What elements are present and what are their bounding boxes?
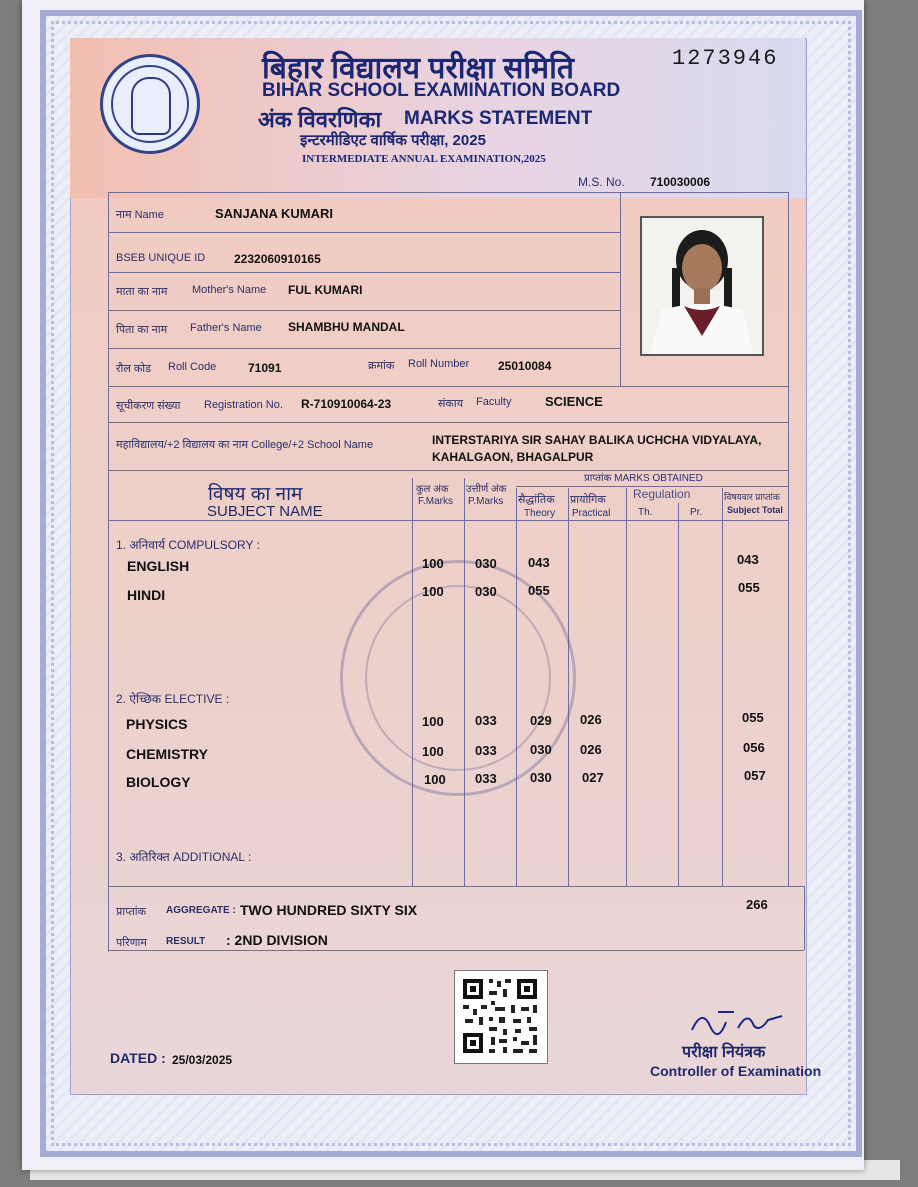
theory-hindi: सैद्धांतिक: [518, 494, 555, 506]
registration-label-hindi: सूचीकरण संख्या: [116, 400, 181, 412]
title-english: MARKS STATEMENT: [404, 108, 593, 129]
theory-marks: 030: [530, 742, 552, 757]
mother-label-hindi: माता का नाम: [116, 286, 168, 298]
practical-hindi: प्रायोगिक: [570, 494, 606, 506]
college-name-line1: INTERSTARIYA SIR SAHAY BALIKA UCHCHA VIDYALAYA,: [432, 433, 762, 447]
controller-title-english: Controller of Examination: [650, 1063, 822, 1079]
aggregate-total: 266: [746, 897, 768, 912]
student-photo: [640, 216, 764, 356]
subject-name: HINDI: [127, 587, 166, 603]
theory-marks: 043: [528, 555, 550, 570]
subject-total-english: Subject Total: [727, 505, 783, 515]
board-name-hindi: बिहार विद्यालय परीक्षा समिति: [262, 52, 574, 85]
title-hindi: अंक विवरणिका: [258, 107, 382, 132]
subject-total: 057: [744, 768, 766, 783]
serial-number: 1273946: [672, 46, 779, 71]
roll-code-label-hindi: रौल कोड: [116, 363, 152, 375]
subject-total: 055: [738, 580, 760, 595]
pass-marks-english: P.Marks: [468, 496, 504, 507]
student-name: SANJANA KUMARI: [215, 206, 333, 221]
practical-marks: 026: [580, 712, 602, 727]
subject-total: 043: [737, 552, 759, 567]
full-marks: 100: [422, 714, 444, 729]
theory-english: Theory: [524, 508, 556, 519]
faculty-value: SCIENCE: [545, 394, 603, 409]
aggregate-label-hindi: प्राप्तांक: [116, 906, 147, 918]
registration-label-english: Registration No.: [204, 399, 283, 411]
subject-name: PHYSICS: [126, 716, 188, 732]
subject-header-hindi: विषय का नाम: [208, 484, 303, 505]
pass-marks: 033: [475, 743, 497, 758]
exam-name-hindi: इन्टरमीडिएट वार्षिक परीक्षा, 2025: [300, 132, 486, 149]
registration-number: R-710910064-23: [301, 397, 392, 411]
exam-name-english: INTERMEDIATE ANNUAL EXAMINATION,2025: [302, 153, 546, 165]
roll-number: 25010084: [498, 359, 552, 373]
roll-number-label-hindi: क्रमांक: [368, 360, 395, 372]
full-marks-hindi: कुल अंक: [416, 484, 449, 495]
full-marks: 100: [422, 584, 444, 599]
college-label: महाविद्यालय/+2 विद्यालय का नाम College/+2 School Name: [116, 439, 374, 451]
section-elective: 2. ऐच्छिक ELECTIVE :: [116, 692, 230, 706]
full-marks: 100: [424, 772, 446, 787]
subject-total: 055: [742, 710, 764, 725]
father-label-hindi: पिता का नाम: [116, 324, 168, 336]
result-label-hindi: परिणाम: [116, 937, 147, 949]
subject-name: CHEMISTRY: [126, 746, 208, 762]
qr-code-icon: [454, 970, 548, 1064]
aggregate-in-words: TWO HUNDRED SIXTY SIX: [240, 902, 418, 918]
pass-marks: 030: [475, 556, 497, 571]
subject-name: ENGLISH: [127, 558, 190, 574]
father-label-english: Father's Name: [190, 322, 262, 334]
board-seal-icon: [100, 54, 200, 154]
pass-marks-hindi: उत्तीर्ण अंक: [466, 484, 507, 495]
marks-obtained-header: प्राप्तांक MARKS OBTAINED: [584, 473, 703, 484]
mother-label-english: Mother's Name: [192, 284, 267, 296]
subject-total-hindi: विषयवार प्राप्तांक: [724, 492, 780, 502]
uid-label: BSEB UNIQUE ID: [116, 252, 206, 264]
result-label-english: RESULT: [166, 936, 206, 947]
uid-value: 2232060910165: [234, 252, 321, 266]
practical-marks: 026: [580, 742, 602, 757]
ms-number: 710030006: [650, 175, 711, 189]
issue-date: 25/03/2025: [172, 1053, 233, 1067]
controller-signature-icon: [688, 1002, 788, 1042]
roll-code-label-english: Roll Code: [168, 361, 217, 373]
college-name-line2: KAHALGAON, BHAGALPUR: [432, 450, 594, 464]
regulation-practical: Pr.: [690, 507, 703, 518]
subject-total: 056: [743, 740, 765, 755]
full-marks-english: F.Marks: [418, 496, 453, 507]
father-name: SHAMBHU MANDAL: [288, 320, 405, 334]
board-name-english: BIHAR SCHOOL EXAMINATION BOARD: [262, 80, 621, 101]
theory-marks: 030: [530, 770, 552, 785]
subject-name: BIOLOGY: [126, 774, 191, 790]
practical-marks: 027: [582, 770, 604, 785]
pass-marks: 033: [475, 771, 497, 786]
ms-label: M.S. No.: [578, 175, 625, 189]
regulation-theory: Th.: [638, 507, 653, 518]
section-additional: 3. अतिरिक्त ADDITIONAL :: [116, 850, 252, 864]
pass-marks: 033: [475, 713, 497, 728]
controller-title-hindi: परीक्षा नियंत्रक: [682, 1044, 766, 1061]
mother-name: FUL KUMARI: [288, 283, 363, 297]
result-value: : 2ND DIVISION: [226, 932, 328, 948]
theory-marks: 055: [528, 583, 550, 598]
faculty-label-hindi: संकाय: [438, 398, 464, 410]
section-compulsory: 1. अनिवार्य COMPULSORY :: [116, 538, 260, 552]
roll-number-label-english: Roll Number: [408, 358, 470, 370]
regulation-header: Regulation: [633, 487, 691, 501]
aggregate-label-english: AGGREGATE :: [166, 905, 236, 916]
theory-marks: 029: [530, 713, 552, 728]
pass-marks: 030: [475, 584, 497, 599]
name-label: नाम Name: [116, 209, 164, 221]
roll-code: 71091: [248, 361, 282, 375]
dated-label: DATED :: [110, 1050, 166, 1066]
faculty-label-english: Faculty: [476, 396, 512, 408]
practical-english: Practical: [572, 508, 611, 519]
full-marks: 100: [422, 744, 444, 759]
subject-header-english: SUBJECT NAME: [207, 503, 323, 520]
full-marks: 100: [422, 556, 444, 571]
